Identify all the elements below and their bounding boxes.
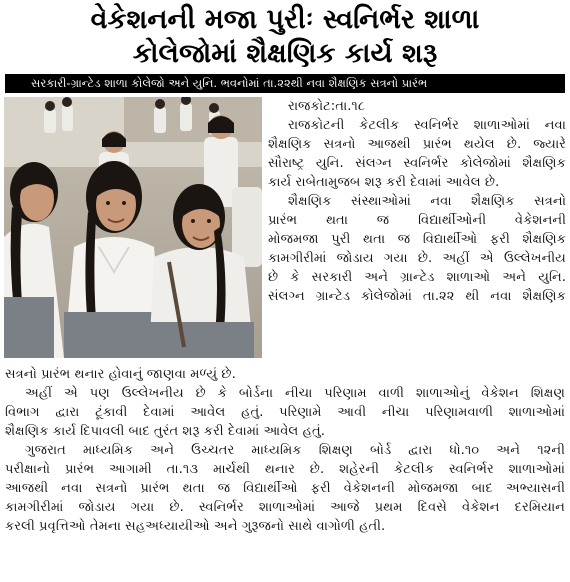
body-line: પરીક્ષાનો પ્રારંભ આગામી તા.૧૩ માર્ચથી થનાર છે. શહેરની કેટલીક સ્વનિર્ભર શાળાઓમાં	[5, 462, 565, 477]
body-line: શૈક્ષણિક સત્રનો આજથી પ્રારંભ થયેલ છે. જ્યારે	[268, 137, 566, 152]
body-line: સંલગ્ન ગ્રાન્ટેડ કોલેજોમાં તા.૨૨ થી નવા શૈક્ષણિક	[268, 289, 566, 304]
body-line: શૈક્ષણિક સંસ્થાઓમાં નવા શૈક્ષણિક સત્રનો	[288, 194, 566, 209]
students-photo-illustration	[4, 97, 262, 358]
subheadline-bar	[5, 74, 565, 93]
body-line: કાર્ય રાબેતામુજબ શરૂ કરી દેવામાં આવેલ છે.	[268, 175, 500, 190]
article-full-width-text	[5, 365, 565, 536]
body-line: પ્રારંભ થતા જ વિદ્યાર્થીઓની વેકેશનની	[268, 213, 566, 228]
headline-line-1: વેકેશનની મજા પુરીઃ સ્વનિર્ભર શાળા	[90, 4, 480, 35]
students-photo	[4, 97, 262, 358]
body-line: શૈક્ષણિક કાર્ય દિપાવલી બાદ તુરંત શરૂ કરી દેવામાં આવેલ હતું.	[5, 424, 325, 439]
body-line: સૌરાષ્ટ્ર યુનિ. સંલગ્ન સ્વનિર્ભર કોલેજોમાં શૈક્ષણિક	[268, 156, 566, 171]
body-line: છે કે સરકારી અને ગ્રાન્ટેડ શાળાઓ અને યુનિ.	[268, 270, 566, 285]
article-right-column	[268, 97, 566, 306]
subheadline-text: સરકારી-ગ્રાન્ટેડ શાળા કોલેજો અને યુનિ. ભવનોમાં તા.૨૨થી નવા શૈક્ષણિક સત્રનો પ્રારંભ	[31, 76, 428, 90]
body-line: સત્રનો પ્રારંભ થનાર હોવાનું જાણવા મળ્યું છે.	[5, 367, 236, 382]
body-line: ગુજરાત માધ્યમિક અને ઉચ્ચતર માધ્યમિક શિક્ષણ બોર્ડ દ્વારા ધો.૧૦ અને ૧૨ની	[25, 443, 565, 458]
body-line: કામગીરીમાં જોડાય ગયા છે. સ્વનિર્ભર શાળાઓમાં આજે પ્રથમ દિવસે વેકેશન દરમિયાન	[5, 500, 565, 515]
body-line: રાજકોટની કેટલીક સ્વનિર્ભર શાળાઓમાં નવા	[288, 118, 566, 133]
body-line: અહીં એ પણ ઉલ્લેખનીય છે કે બોર્ડના નીચા પરિણામ વાળી શાળાઓનું વેકેશન શિક્ષણ	[25, 386, 565, 401]
body-line: કરલી પ્રવૃત્તિઓ તેમના સહઅધ્યાયીઓ અને ગુરૂજનો સાથે વાગોળી હતી.	[5, 519, 386, 534]
body-line: આજથી નવા સત્રનો પ્રારંભ થતા જ વિદ્યાર્થીઓ ફરી વેકેશનની મોજમજા બાદ અભ્યાસની	[5, 481, 565, 496]
headline-line-2: કોલેજોમાં શૈક્ષણિક કાર્ય શરૂ	[132, 38, 438, 69]
body-line: વિભાગ દ્વારા ટૂંકાવી દેવામાં આવેલ હતું. પરિણામે આવી નીચા પરિણામવાળી શાળાઓમાં	[5, 405, 565, 420]
dateline: રાજકોટ:તા.૧૮	[288, 99, 366, 114]
body-line: કામગીરીમાં જોડાય ગયા છે. અહીં એ ઉલ્લેખનીય	[268, 251, 566, 266]
body-line: મોજમજા પુરી થતા જ વિદ્યાર્થીઓ ફરી શૈક્ષણિક	[268, 232, 566, 247]
